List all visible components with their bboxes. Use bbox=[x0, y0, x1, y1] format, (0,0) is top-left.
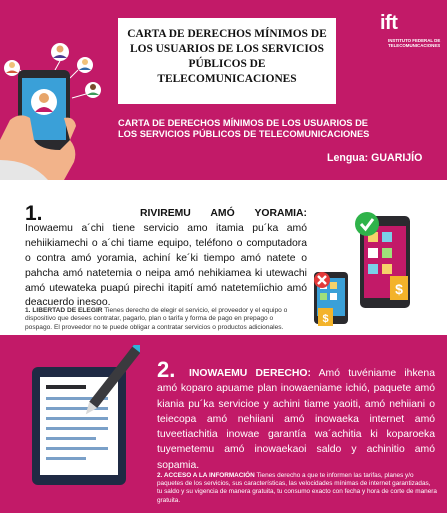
svg-text:$: $ bbox=[322, 313, 329, 325]
right-section-2 bbox=[0, 335, 447, 513]
section-text: Amó tuvéniame ihkena amó koparo apuame plan inowaeniame ichió, paquete amó kiania pu´ka servicioe y achini tiame yaoiti, amó nehiiani o teiecopa amó nehiiani amó inowaeka internet amó tuveetiachitia inowae garantía wa´achitia ki koparoeka tuyemetemu amó inowaekaoi saldo y achinitio amó sopamia. bbox=[157, 368, 435, 471]
right-section-1 bbox=[0, 180, 447, 335]
logo-text-line1: INSTITUTO FEDERAL DE bbox=[388, 38, 441, 43]
phones-choice-icon bbox=[310, 198, 430, 328]
page-title: CARTA DE DERECHOS MÍNIMOS DE LOS USUARIOS DE LOS SERVICIOS PÚBLICOS DE TELECOMUNICACIONES bbox=[118, 18, 336, 104]
section-body bbox=[25, 207, 307, 311]
svg-text:$: $ bbox=[395, 281, 403, 297]
ift-logo bbox=[380, 12, 440, 52]
section-note bbox=[157, 472, 437, 505]
subtitle-line2: LOS SERVICIOS PÚBLICOS DE TELECOMUNICACIONES bbox=[118, 129, 370, 139]
subtitle bbox=[118, 118, 418, 140]
note-heading: 2. ACCESO A LA INFORMACIÓN bbox=[157, 472, 255, 479]
logo-text bbox=[388, 38, 447, 48]
section-heading: INOWAEMU DERECHO: bbox=[189, 368, 311, 379]
note-text: Tienes derecho de elegir el servicio, el proveedor y el equipo o dispositivo que desees contratar, pagarlo, plan o tarifa y forma de pago en prepago o pospago. El proveedor no te puede obligar a contratar servicios o productos adicionales. bbox=[25, 307, 288, 331]
tablet-pen-icon bbox=[20, 345, 140, 495]
logo-text-line2: TELECOMUNICACIONES bbox=[388, 43, 441, 48]
note-heading: 1. LIBERTAD DE ELEGIR bbox=[25, 307, 103, 314]
section-note bbox=[25, 307, 297, 332]
smartphone-with-contacts-icon bbox=[0, 0, 118, 180]
section-text: Inowaemu a´chi tiene servicio amo itamia pu´ka amó nehiikiamechi o a´chi tiame equipo, teléfono o computadora o contra amó yoramia, achiní ke´ki tiempo amó natete o pahcha amó natetemia o neipa amó nehikiamea ki utewachi amó utewateka puapú pirechi itapití amó natetemíichio amó deacuerdo inesoo. bbox=[25, 222, 307, 309]
language-label bbox=[327, 152, 422, 164]
section-number: 1. bbox=[25, 202, 43, 225]
language-value: GUARIJÍO bbox=[371, 152, 423, 164]
language-caption: Lengua: bbox=[327, 152, 369, 164]
section-heading: RIVIREMU AMÓ YORAMIA: bbox=[140, 208, 307, 219]
note-text: Tienes derecho a que te informen las tarifas, planes y/o paquetes de los servicios, sus características, las velocidades mínimas de internet garantizadas, tu saldo y su vigencia de manera gratuita, tu consumo exacto con fecha y hora de corte de manera gratuita. bbox=[157, 472, 437, 504]
header-banner bbox=[0, 0, 447, 180]
subtitle-line1: CARTA DE DERECHOS MÍNIMOS DE LOS USUARIOS DE bbox=[118, 118, 368, 128]
section-number: 2. bbox=[157, 357, 176, 382]
section-body bbox=[157, 366, 435, 473]
logo-mark: ift bbox=[380, 12, 398, 34]
